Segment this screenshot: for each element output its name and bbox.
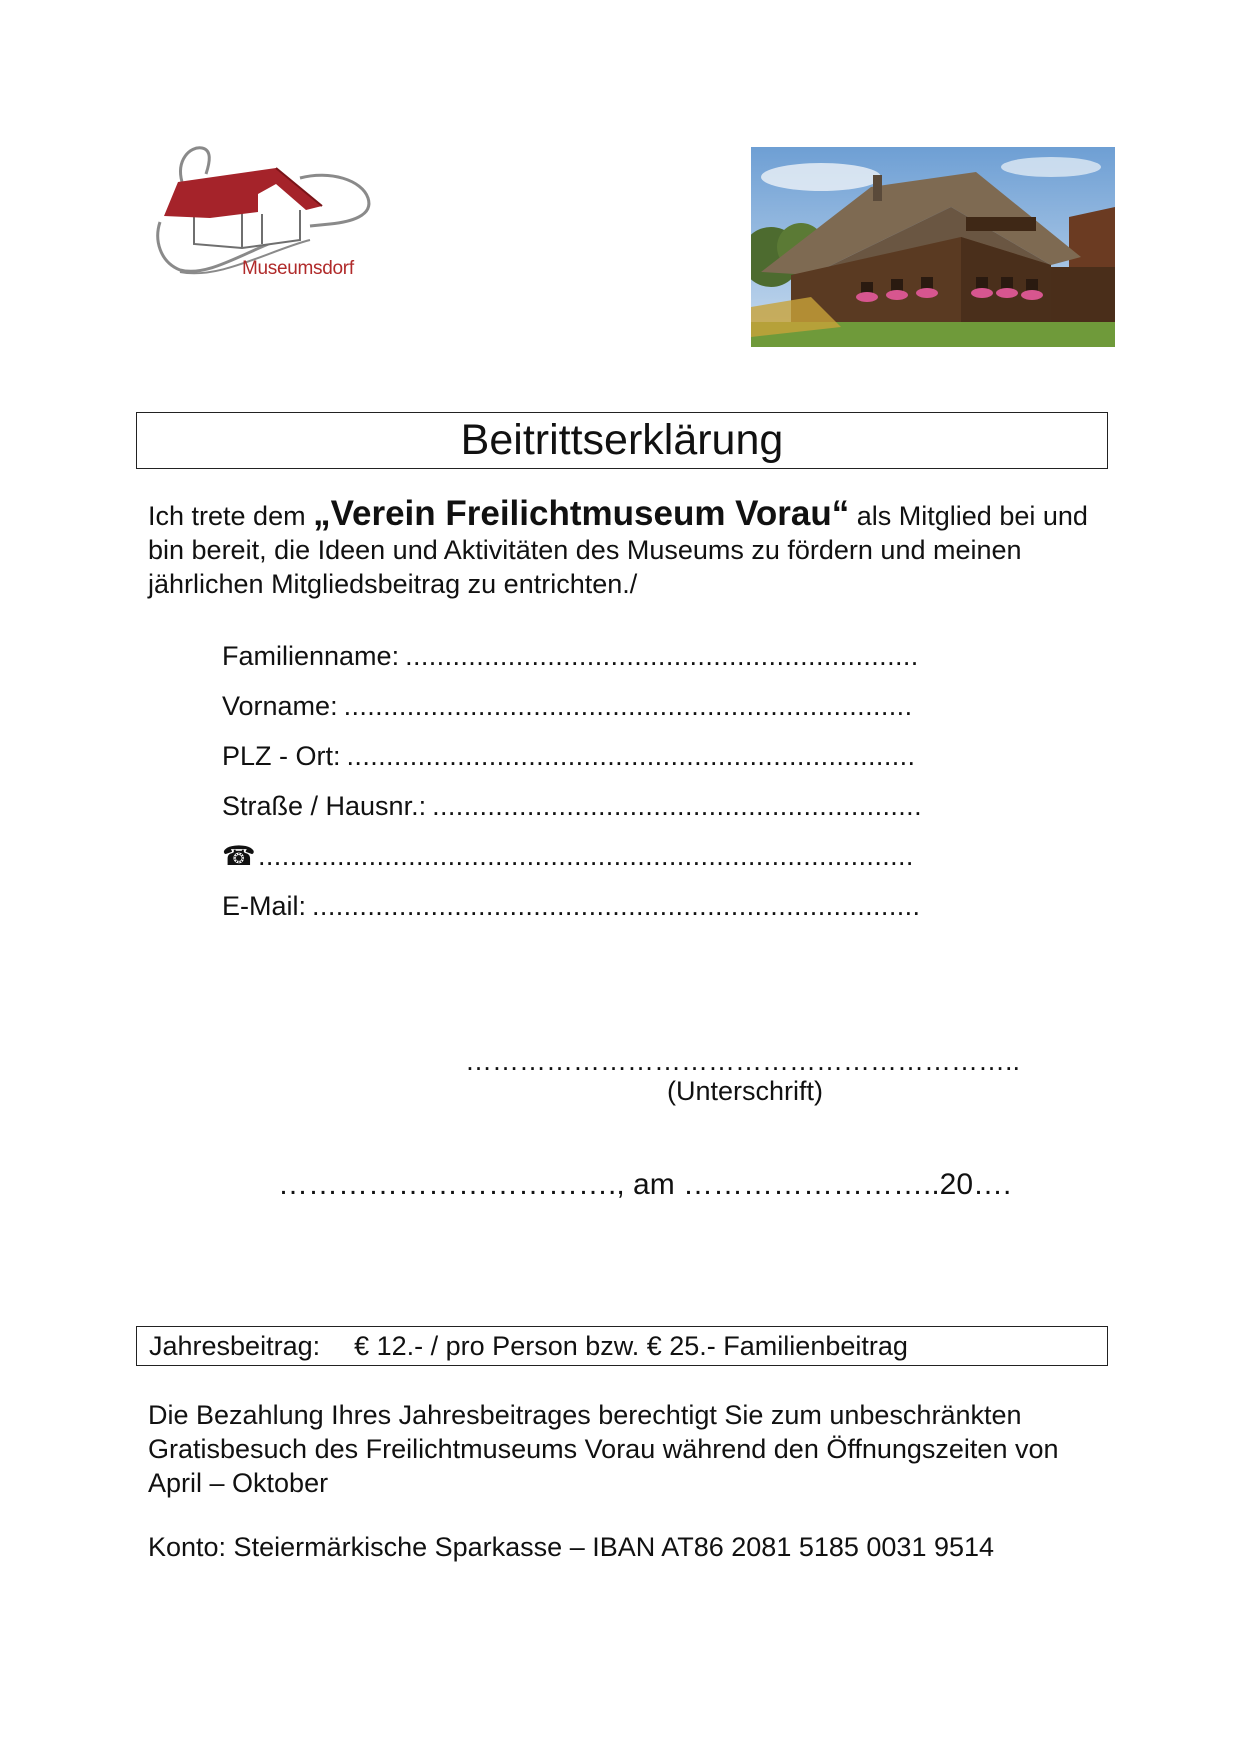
farmhouse-photo: [751, 147, 1115, 347]
field-label: Vorname:: [222, 691, 338, 721]
field-vorname[interactable]: [222, 688, 972, 724]
fee-value: € 12.- / pro Person bzw. € 25.- Familienbeitrag: [354, 1331, 908, 1361]
signature-label: (Unterschrift): [667, 1076, 824, 1106]
phone-icon: ☎: [222, 841, 256, 871]
intro-prefix: Ich trete dem: [148, 501, 314, 531]
title-box: [136, 412, 1108, 469]
field-strasse-hausnr[interactable]: [222, 788, 972, 824]
intro-paragraph: [148, 494, 1108, 601]
field-label: PLZ - Ort:: [222, 741, 341, 771]
place-date-line[interactable]: ……………………………., am ……………………..20….: [278, 1168, 1012, 1201]
account-info: Konto: Steiermärkische Sparkasse – IBAN AT86 2081 5185 0031 9514: [148, 1532, 995, 1562]
field-dots[interactable]: .............................................................................: [312, 891, 921, 921]
fee-label: Jahresbeitrag:: [149, 1331, 321, 1361]
field-familienname[interactable]: [222, 638, 972, 674]
field-label: E-Mail:: [222, 891, 307, 921]
organization-name: „Verein Freilichtmuseum Vorau“: [313, 494, 850, 533]
payment-note: Die Bezahlung Ihres Jahresbeitrages berechtigt Sie zum unbeschränkten Gratisbesuch des Freilichtmuseums Vorau während den Öffnungszeiten von April – Oktober: [148, 1400, 1059, 1498]
field-plz-ort[interactable]: [222, 738, 972, 774]
field-email[interactable]: [222, 888, 972, 924]
field-label: Familienname:: [222, 641, 400, 671]
intro-suffix: als Mitglied bei und bin bereit, die Ideen und Aktivitäten des Museums zu fördern und meinen jährlichen Mitgliedsbeitrag zu entrichten./: [148, 501, 1088, 599]
field-dots[interactable]: ........................................................................: [343, 691, 913, 721]
field-dots[interactable]: ........................................................................: [346, 741, 916, 771]
field-label: Straße / Hausnr.:: [222, 791, 427, 821]
fee-box: [136, 1326, 1108, 1366]
field-dots[interactable]: ...................................................................................: [258, 841, 914, 871]
field-dots[interactable]: .................................................................: [405, 641, 919, 671]
logo-text: Museumsdorf: [242, 258, 354, 279]
field-dots[interactable]: ..............................................................: [432, 791, 922, 821]
field-telefon[interactable]: [222, 838, 972, 874]
page-title: Beitrittserklärung: [460, 416, 784, 464]
signature-line[interactable]: ……………………………………………………..: [465, 1046, 1021, 1076]
